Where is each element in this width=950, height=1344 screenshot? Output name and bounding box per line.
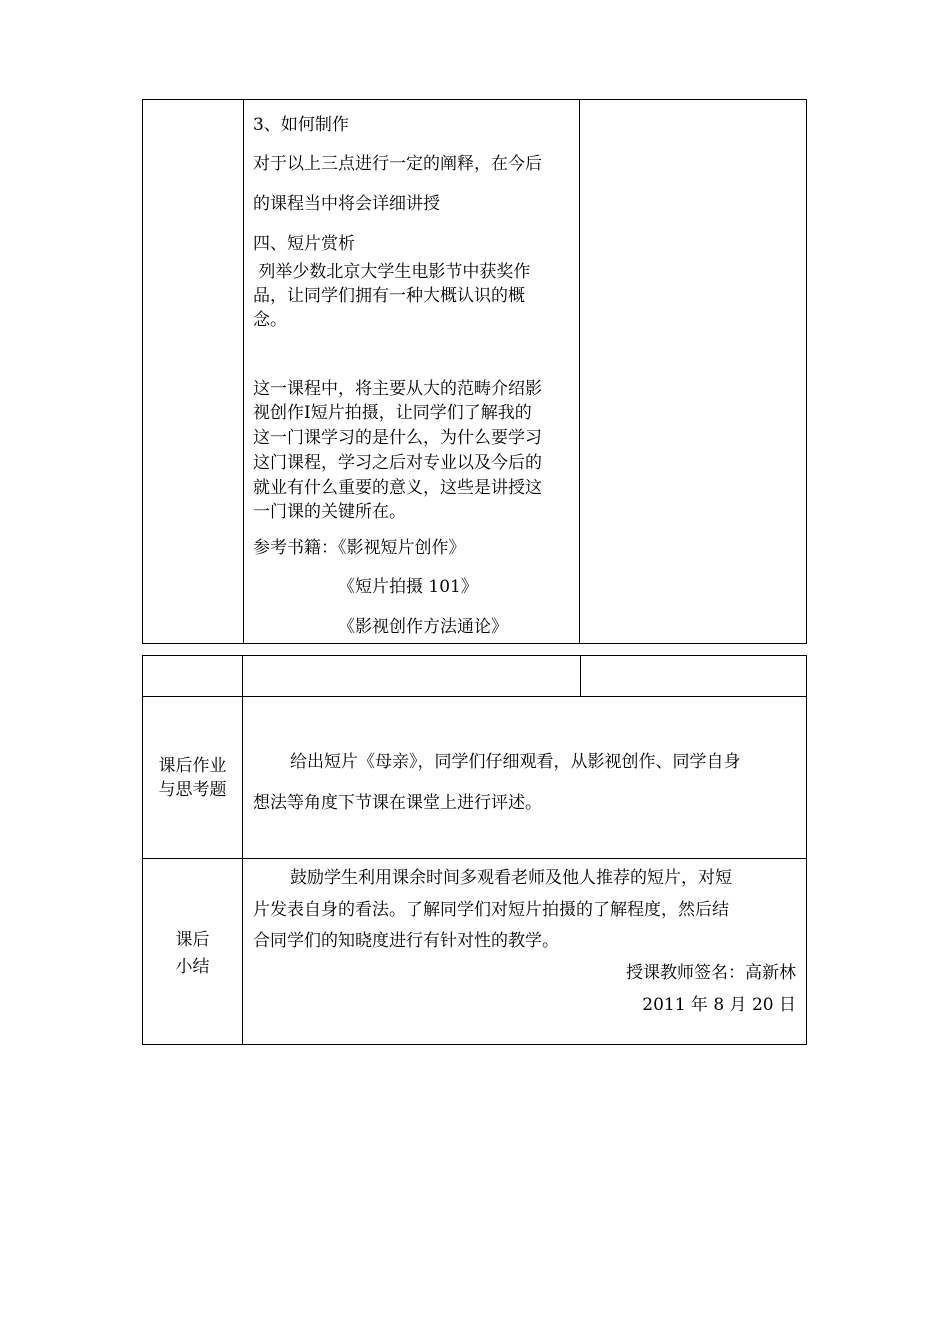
- table2-header-divider: [580, 655, 581, 697]
- summary-text-line: 片发表自身的看法。了解同学们对短片拍摄的了解程度，然后结: [253, 900, 729, 920]
- homework-text-line: 想法等角度下节课在课堂上进行评述。: [253, 793, 542, 813]
- summary-line: 视创作Ⅰ短片拍摄，让同学们了解我的: [253, 403, 532, 423]
- section4-line: 品，让同学们拥有一种大概认识的概: [253, 286, 525, 306]
- section4-line: 列举少数北京大学生电影节中获奖作: [253, 262, 531, 282]
- table1-divider-right: [579, 99, 580, 644]
- section4-title: 四、短片赏析: [253, 234, 355, 254]
- lesson-table-continued: [142, 99, 807, 644]
- homework-label-line: 课后作业: [158, 756, 227, 776]
- section4-line: 念。: [253, 310, 287, 330]
- table2-row-divider: [142, 696, 807, 697]
- homework-label-line: 与思考题: [158, 780, 227, 800]
- summary-text-line: 鼓励学生利用课余时间多观看老师及他人推荐的短片，对短: [290, 868, 732, 888]
- explanation-line-1: 对于以上三点进行一定的阐释，在今后: [253, 154, 542, 174]
- summary-label: [143, 927, 242, 981]
- summary-line: 这门课程，学习之后对专业以及今后的: [253, 453, 542, 473]
- summary-line: 就业有什么重要的意义，这些是讲授这: [253, 478, 542, 498]
- table1-divider-left: [243, 99, 244, 644]
- signature-date: 2011 年 8 月 20 日: [642, 995, 796, 1015]
- explanation-line-2: 的课程当中将会详细讲授: [253, 194, 440, 214]
- homework-text-line: 给出短片《母亲》，同学们仔细观看，从影视创作、同学自身: [290, 752, 741, 772]
- summary-label-line: 小结: [175, 957, 210, 977]
- summary-text-line: 合同学们的知晓度进行有针对性的教学。: [253, 931, 559, 951]
- reference-books-label: 参考书籍：《影视短片创作》: [253, 538, 466, 558]
- homework-label: [143, 754, 242, 802]
- summary-line: 这一课程中，将主要从大的范畴介绍影: [253, 379, 542, 399]
- teacher-signature: 授课教师签名：高新林: [626, 963, 796, 983]
- table2-row-divider: [142, 858, 807, 859]
- table2-divider-left: [242, 655, 243, 1045]
- summary-line: 一门课的关键所在。: [253, 502, 406, 522]
- summary-line: 这一门课学习的是什么，为什么要学习: [253, 428, 542, 448]
- step3-title: 3、如何制作: [253, 115, 349, 135]
- reference-book: 《短片拍摄 101》: [338, 577, 478, 597]
- summary-label-line: 课后: [175, 930, 210, 950]
- reference-book: 《影视创作方法通论》: [338, 617, 508, 637]
